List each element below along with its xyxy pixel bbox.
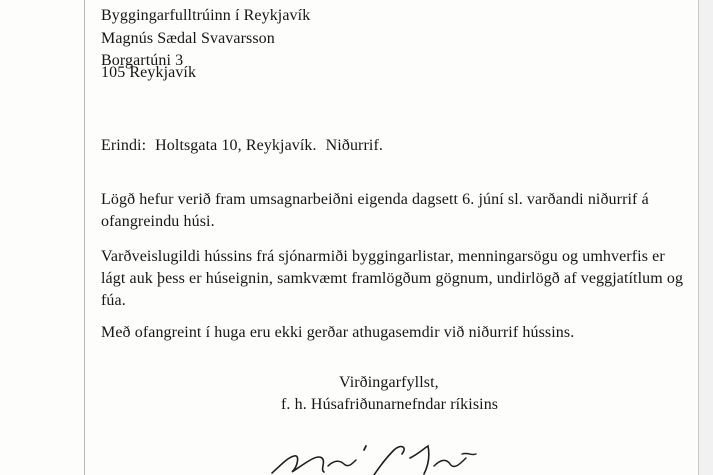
handwritten-signature xyxy=(262,436,522,475)
closing-salutation: Virðingarfyllst, xyxy=(339,374,439,391)
paragraph-1-line-2: ofangreindu húsi. xyxy=(101,213,215,230)
paragraph-2-line-1: Varðveislugildi hússins frá sjónarmiði byggingarlistar, menningarsögu og umhverfis er xyxy=(101,248,665,265)
recipient-line-2: Magnús Sædal Svavarsson xyxy=(101,30,275,47)
closing-signer: f. h. Húsafriðunarnefndar ríkisins xyxy=(281,396,499,413)
scan-shade-right xyxy=(699,0,713,475)
subject-topic: Niðurrif. xyxy=(325,137,383,154)
subject-label: Erindi: xyxy=(101,137,147,154)
recipient-line-1: Byggingarfulltrúinn í Reykjavík xyxy=(101,7,311,24)
recipient-line-4: 105 Reykjavík xyxy=(101,64,197,81)
subject-address: Holtsgata 10, Reykjavík. xyxy=(155,137,317,154)
paragraph-2-line-3: fúa. xyxy=(101,292,126,309)
scan-edge-left xyxy=(84,0,85,475)
paragraph-3: Með ofangreint í huga eru ekki gerðar athugasemdir við niðurrif hússins. xyxy=(101,324,575,341)
paragraph-2-line-2: lágt auk þess er húseignin, samkvæmt framlögðum gögnum, undirlögð af veggjatítlum og xyxy=(101,270,684,287)
recipient-line-3: Borgartúni 3 xyxy=(101,52,184,69)
subject-line xyxy=(101,135,392,156)
paragraph-1-line-1: Lögð hefur verið fram umsagnarbeiðni eigenda dagsett 6. júní sl. varðandi niðurrif á xyxy=(101,191,649,208)
